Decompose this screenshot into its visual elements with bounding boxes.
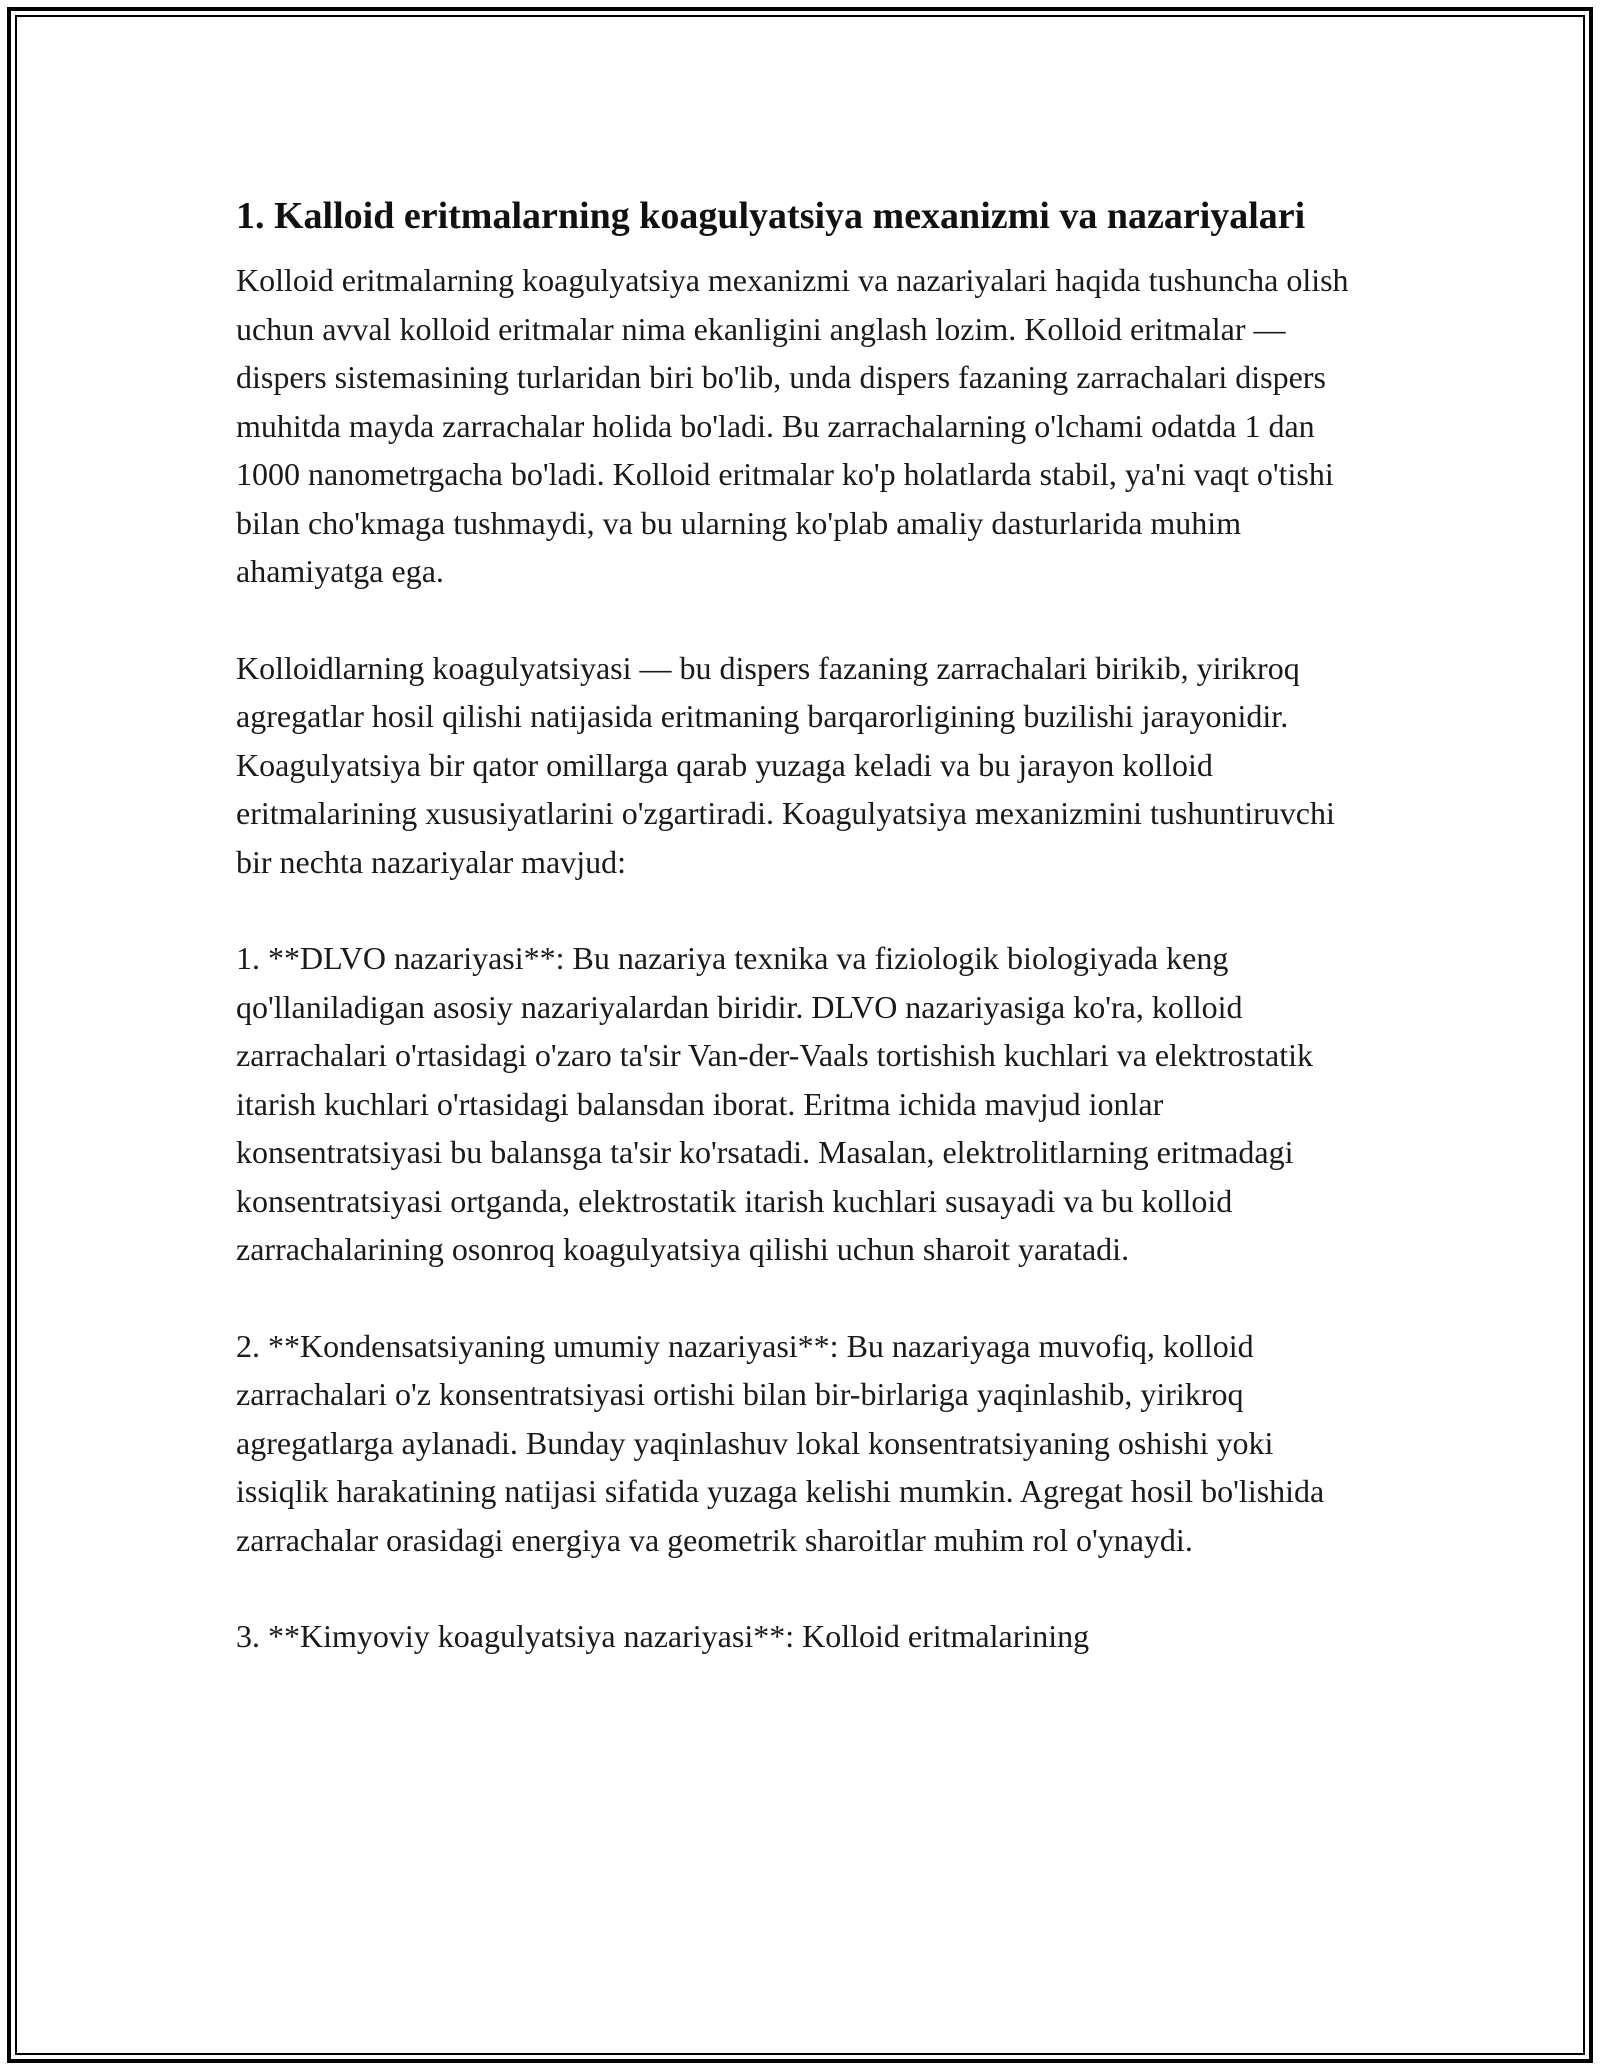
paragraph-condensation-theory: 2. **Kondensatsiyaning umumiy nazariyasi**: Bu nazariyaga muvofiq, kolloid zarrachalari o'z konsentratsiyasi ortishi bilan bir-birlariga yaqinlashib, yirikroq agregatlarga aylanadi. Bunday yaqinlashuv lokal konsentratsiyaning oshishi yoki issiqlik harakatining natijasi sifatida yuzaga kelishi mumkin. Agregat hosil bo'lishida zarrachalar orasidagi energiya va geometrik sharoitlar muhim rol o'ynaydi. [236, 1327, 1325, 1558]
paragraph-coagulation: Kolloidlarning koagulyatsiyasi — bu dispers fazaning zarrachalari birikib, yirikroq agregatlar hosil qilishi natijasida eritmaning barqarorligining buzilishi jarayonidir. Koagulyatsiya bir qator omillarga qarab yuzaga keladi va bu jarayon kolloid eritmalarining xususiyatlarini o'zgartiradi. Koagulyatsiya mexanizmini tushuntiruvchi bir nechta nazariyalar mavjud: [236, 649, 1335, 880]
paragraph-intro: Kolloid eritmalarning koagulyatsiya mexanizmi va nazariyalari haqida tushuncha olish uchun avval kolloid eritmalar nima ekanligini anglash lozim. Kolloid eritmalar — dispers sistemasining turlaridan biri bo'lib, unda dispers fazaning zarrachalari dispers muhitda mayda zarrachalar holida bo'ladi. Bu zarrachalarning o'lchami odatda 1 dan 1000 nanometrgacha bo'ladi. Kolloid eritmalar ko'p holatlarda stabil, ya'ni vaqt o'tishi bilan cho'kmaga tushmaydi, va bu ularning ko'plab amaliy dasturlarida muhim ahamiyatga ega. [236, 262, 1349, 589]
paragraph-dlvo-theory: 1. **DLVO nazariyasi**: Bu nazariya texnika va fiziologik biologiyada keng qo'llaniladigan asosiy nazariyalardan biridir. DLVO nazariyasiga ko'ra, kolloid zarrachalari o'rtasidagi o'zaro ta'sir Van-der-Vaals tortishish kuchlari va elektrostatik itarish kuchlari o'rtasidagi balansdan iborat. Eritma ichida mavjud ionlar konsentratsiyasi bu balansga ta'sir ko'rsatadi. Masalan, elektrolitlarning eritmadagi konsentratsiyasi ortganda, elektrostatik itarish kuchlari susayadi va bu kolloid zarrachalarining osonroq koagulyatsiya qilishi uchun sharoit yaratadi. [236, 940, 1313, 1267]
paragraph-chemical-theory: 3. **Kimyoviy koagulyatsiya nazariyasi**: Kolloid eritmalarining [236, 1618, 1090, 1654]
document-body [236, 188, 1356, 1661]
document-title: 1. Kalloid eritmalarning koagulyatsiya mexanizmi va nazariyalari [236, 195, 1306, 237]
